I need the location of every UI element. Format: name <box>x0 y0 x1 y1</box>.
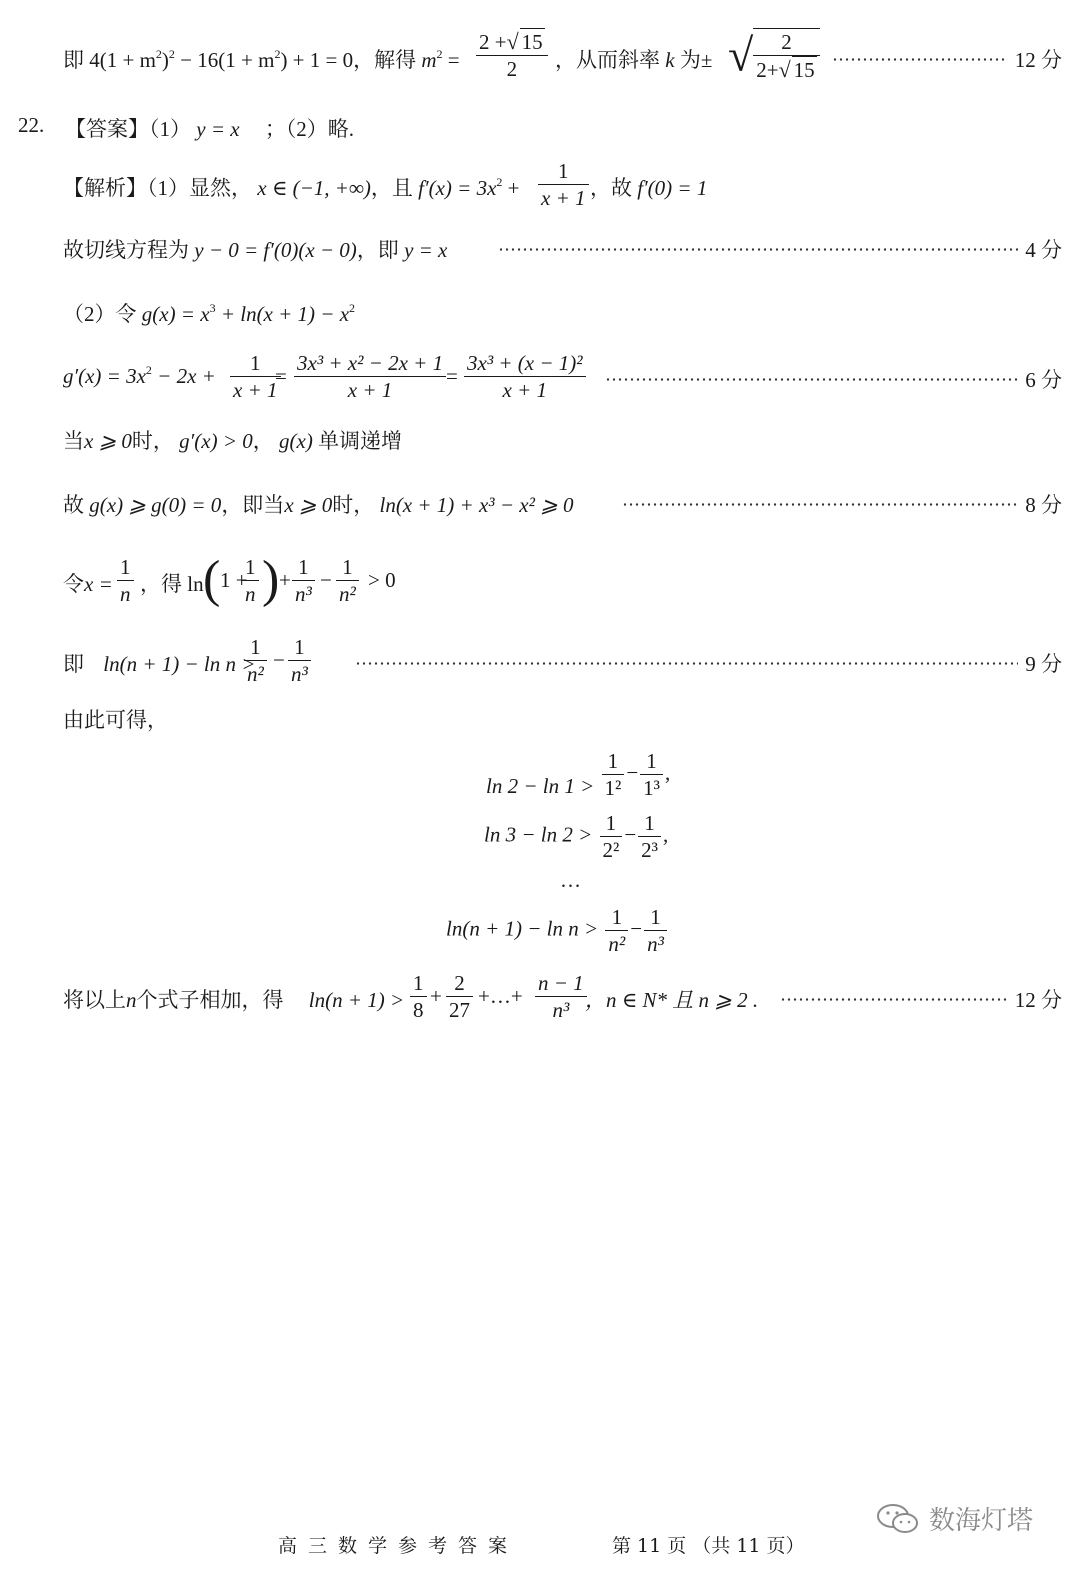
ji-text: ，即 <box>356 238 399 262</box>
chain-frac-b: $\frac{1}{\text{2³}}$ <box>638 810 661 863</box>
g-prime-frac-2: $\frac{\text{3x³ + x² − 2x + 1}}{x + 1}$ <box>294 350 446 403</box>
chain-frac-a: $\frac{1}{\text{2²}}$ <box>600 810 623 863</box>
variable-n: n <box>126 988 137 1012</box>
chain-frac-a: $\frac{1}{\text{n²}}$ <box>605 904 628 957</box>
final-text: 将以上 <box>63 988 126 1012</box>
chain-frac-b: $\frac{1}{\text{1³}}$ <box>640 748 663 801</box>
dot-leader <box>355 662 1018 665</box>
ineq-result: ln(x + 1) + x³ − x² ⩾ 0 <box>379 493 574 517</box>
chain-frac-b: $\frac{1}{\text{n³}}$ <box>644 904 667 957</box>
ineq-text: ，即当 <box>221 493 285 517</box>
tangent-text: 故切线方程为 <box>63 238 189 262</box>
dot-leader <box>498 248 1018 251</box>
final-lhs: ln(n + 1) > <box>308 988 405 1012</box>
dot-leader <box>780 998 1008 1001</box>
equals: = <box>442 48 460 72</box>
score-label: 9 分 <box>1025 652 1062 676</box>
final-frac-3: $\frac{n - 1}{\text{n³}}$ <box>535 970 587 1023</box>
score-label: 6 分 <box>1025 368 1062 392</box>
g-prime-frac-3: $\frac{\text{3x³ + (x − 1)²}}{x + 1}$ <box>464 350 586 403</box>
expr-part: 4(1 + m <box>89 48 156 72</box>
ji-text: 即 <box>63 652 84 676</box>
mono-text: 时， <box>131 429 174 453</box>
derivative-expr: f′(x) = 3x <box>418 176 497 200</box>
mono-cond: x ⩾ 0 <box>84 429 132 453</box>
answer-label: 【答案】 <box>65 117 149 141</box>
q22-answer-line <box>0 113 1080 143</box>
score-label: 12 分 <box>1014 988 1062 1012</box>
final-text: 个式子相加，得 <box>136 988 284 1012</box>
plus-sign: + <box>502 176 520 200</box>
sub-term-3: $\frac{1}{\text{n²}}$ <box>336 554 359 607</box>
hence-text: 由此可得， <box>63 708 168 732</box>
hence-line <box>0 704 1080 734</box>
analysis-line: 【解析】（1）显然， x ∈ (−1, +∞)，且 $f'(x) = 3x^2$ + $\frac{1}{x + 1}$ ，故 f′(0) = 1 <box>63 159 708 210</box>
answer-expr: y = x <box>196 117 240 141</box>
ln-diff-expr: ln(n + 1) − ln n > <box>103 652 256 676</box>
g-prime-lhs-rest: − 2x + <box>151 364 216 388</box>
plus-sign: + <box>279 568 291 592</box>
wei-text: 为 <box>674 48 701 72</box>
separator: ， <box>252 429 274 453</box>
sub-fraction: $\frac{1}{n}$ <box>117 554 134 607</box>
chain-lhs: ln 3 − ln 2 > <box>484 822 593 847</box>
top-equation-line: 即 $4(1 + m^2)^2 - 16(1 + m^2) + 1 = 0$，解得 $m^2$ = $\frac{2 +√ 15}{2}$ ，从而斜率 k 为± √ $\frac{2}{2+√ 15}$ 12 分 <box>63 29 1062 82</box>
score-label: 8 分 <box>1025 493 1062 517</box>
ineq-expr: g(x) ⩾ g(0) = 0 <box>89 493 222 517</box>
plus-minus: ± <box>700 48 713 72</box>
final-frac-2: $\frac{2}{27}$ <box>446 970 473 1023</box>
chain-line-3: ln(n + 1) − ln n > $\frac{1}{\text{n²}}$ − $\frac{1}{\text{n³}}$ <box>446 904 669 962</box>
domain-expr: x ∈ (−1, +∞) <box>257 176 371 200</box>
ineq-text: 故 <box>63 493 84 517</box>
x-equals: x = <box>84 572 113 596</box>
qie-text: ，且 <box>370 176 413 200</box>
m-squared-fraction: $\frac{2 +√ 15}{2}$ <box>476 28 548 82</box>
tangent-expr: y − 0 = f′(0)(x − 0) <box>194 238 357 262</box>
gu-text: ，故 <box>590 176 632 200</box>
g-def: g(x) = x <box>141 302 210 326</box>
sub-term-2: $\frac{1}{\text{n³}}$ <box>292 554 315 607</box>
g-prime-frac-1: $\frac{1}{x + 1}$ <box>230 350 281 403</box>
slope-sqrt: √ $\frac{2}{2+√ 15}$ <box>728 28 820 83</box>
analysis-label: 【解析】 <box>63 176 147 200</box>
part2-line: （2）令 $g(x) = x^3 + \ln(x + 1) - x^2$ <box>63 301 356 326</box>
final-line <box>0 970 1080 1028</box>
inequality-line <box>0 489 1080 519</box>
inner-fraction: $\frac{1}{n}$ <box>242 554 259 607</box>
score-label: 4 分 <box>1025 238 1062 262</box>
slope-text: ，从而斜率 <box>555 48 660 72</box>
minus-sign: − <box>320 568 332 592</box>
score-label: 12 分 <box>1014 48 1062 72</box>
ineq-cond: x ⩾ 0 <box>284 493 333 517</box>
footer-page-number: 第 11 页 （共 11 页） <box>612 1535 805 1557</box>
watermark-text: 数海灯塔 <box>929 1506 1034 1536</box>
ln-label: ln <box>187 572 204 596</box>
wechat-icon <box>875 1502 921 1536</box>
ln-diff-frac-2: $\frac{1}{\text{n³}}$ <box>288 634 311 687</box>
chain-tail: , <box>662 822 669 847</box>
final-cond: ，n ∈ N* 且 n ⩾ 2 . <box>585 988 759 1012</box>
derivative-fraction: $\frac{1}{x + 1}$ <box>538 158 589 211</box>
ln-diff-line <box>0 634 1080 692</box>
solve-text: ，解得 <box>353 48 417 72</box>
sub-text: ，得 <box>140 572 182 596</box>
variable-m: m <box>421 48 437 72</box>
inner-expr: 1 + <box>220 568 248 592</box>
question-number: 22. <box>18 113 45 137</box>
answer-part-2: ；（2）略. <box>264 117 355 141</box>
g-func: g(x) <box>279 429 313 453</box>
ln-diff-frac-1: $\frac{1}{\text{n²}}$ <box>244 634 267 687</box>
footer-title: 高三数学参考答案 <box>278 1535 519 1557</box>
minus-sign: − <box>273 648 285 672</box>
expr-part: ) <box>161 48 169 72</box>
tangent-result: y = x <box>404 238 448 262</box>
ellipsis-sum: +…+ <box>478 984 523 1008</box>
answer-part-1: （1） <box>149 117 191 141</box>
plus-sign: + <box>430 984 442 1008</box>
chain-line-2: ln 3 − ln 2 > $\frac{1}{\text{2²}}$ − $\frac{1}{\text{2³}}$ , <box>484 811 669 862</box>
substitution-line: 令x = $\frac{1}{n}$ ，得 ln ( 1 + $\frac{1}{n}$ ) + $\frac{1}{\text{n³}}$ − $\frac{1}{\text{n²}}$ > 0 <box>63 551 396 608</box>
dot-leader <box>832 58 1008 61</box>
expr-part: − 16(1 + m <box>174 48 275 72</box>
gt-zero: > 0 <box>368 568 396 592</box>
final-frac-1: $\frac{1}{8}$ <box>410 970 427 1023</box>
monotonic-line <box>0 425 1080 455</box>
prefix-text: 即 <box>63 48 84 72</box>
g-def-rest: + ln(x + 1) − x <box>215 302 350 326</box>
g-prime-lhs: g′(x) = 3x <box>63 364 146 388</box>
expr-part: ) + 1 = 0 <box>280 48 354 72</box>
mono-result-text: 单调递增 <box>312 429 403 453</box>
chain-lhs: ln(n + 1) − ln n > <box>446 916 599 941</box>
part2-label: （2）令 <box>63 302 137 326</box>
chain-line-1: ln 2 − ln 1 > $\frac{1}{\text{1²}}$ − $\frac{1}{\text{1³}}$ , <box>486 749 671 800</box>
f-prime-zero: f′(0) = 1 <box>637 176 708 200</box>
ineq-text: 时， <box>332 493 375 517</box>
analysis-part: （1）显然， <box>147 176 252 200</box>
dot-leader <box>605 378 1018 381</box>
mono-text: 当 <box>63 429 84 453</box>
dot-leader <box>622 503 1018 506</box>
chain-tail: , <box>664 760 671 785</box>
watermark <box>875 1500 1033 1537</box>
chain-frac-a: $\frac{1}{\text{1²}}$ <box>602 748 625 801</box>
chain-lhs: ln 2 − ln 1 > <box>486 774 595 799</box>
variable-k: k <box>665 48 675 72</box>
sub-text: 令 <box>63 572 84 596</box>
g-prime-line: $g'(x) = 3x^2 - 2x$ + $\frac{1}{x + 1}$ = $\frac{\text{3x³ + x² − 2x + 1}}{x + 1}$ = $\frac{\text{3x³ + (x − 1)²}}{x + 1}$ 6 分 <box>63 351 1062 402</box>
g-prime-positive: g′(x) > 0 <box>179 429 253 453</box>
tangent-line <box>0 234 1080 264</box>
ellipsis: … <box>560 868 581 892</box>
